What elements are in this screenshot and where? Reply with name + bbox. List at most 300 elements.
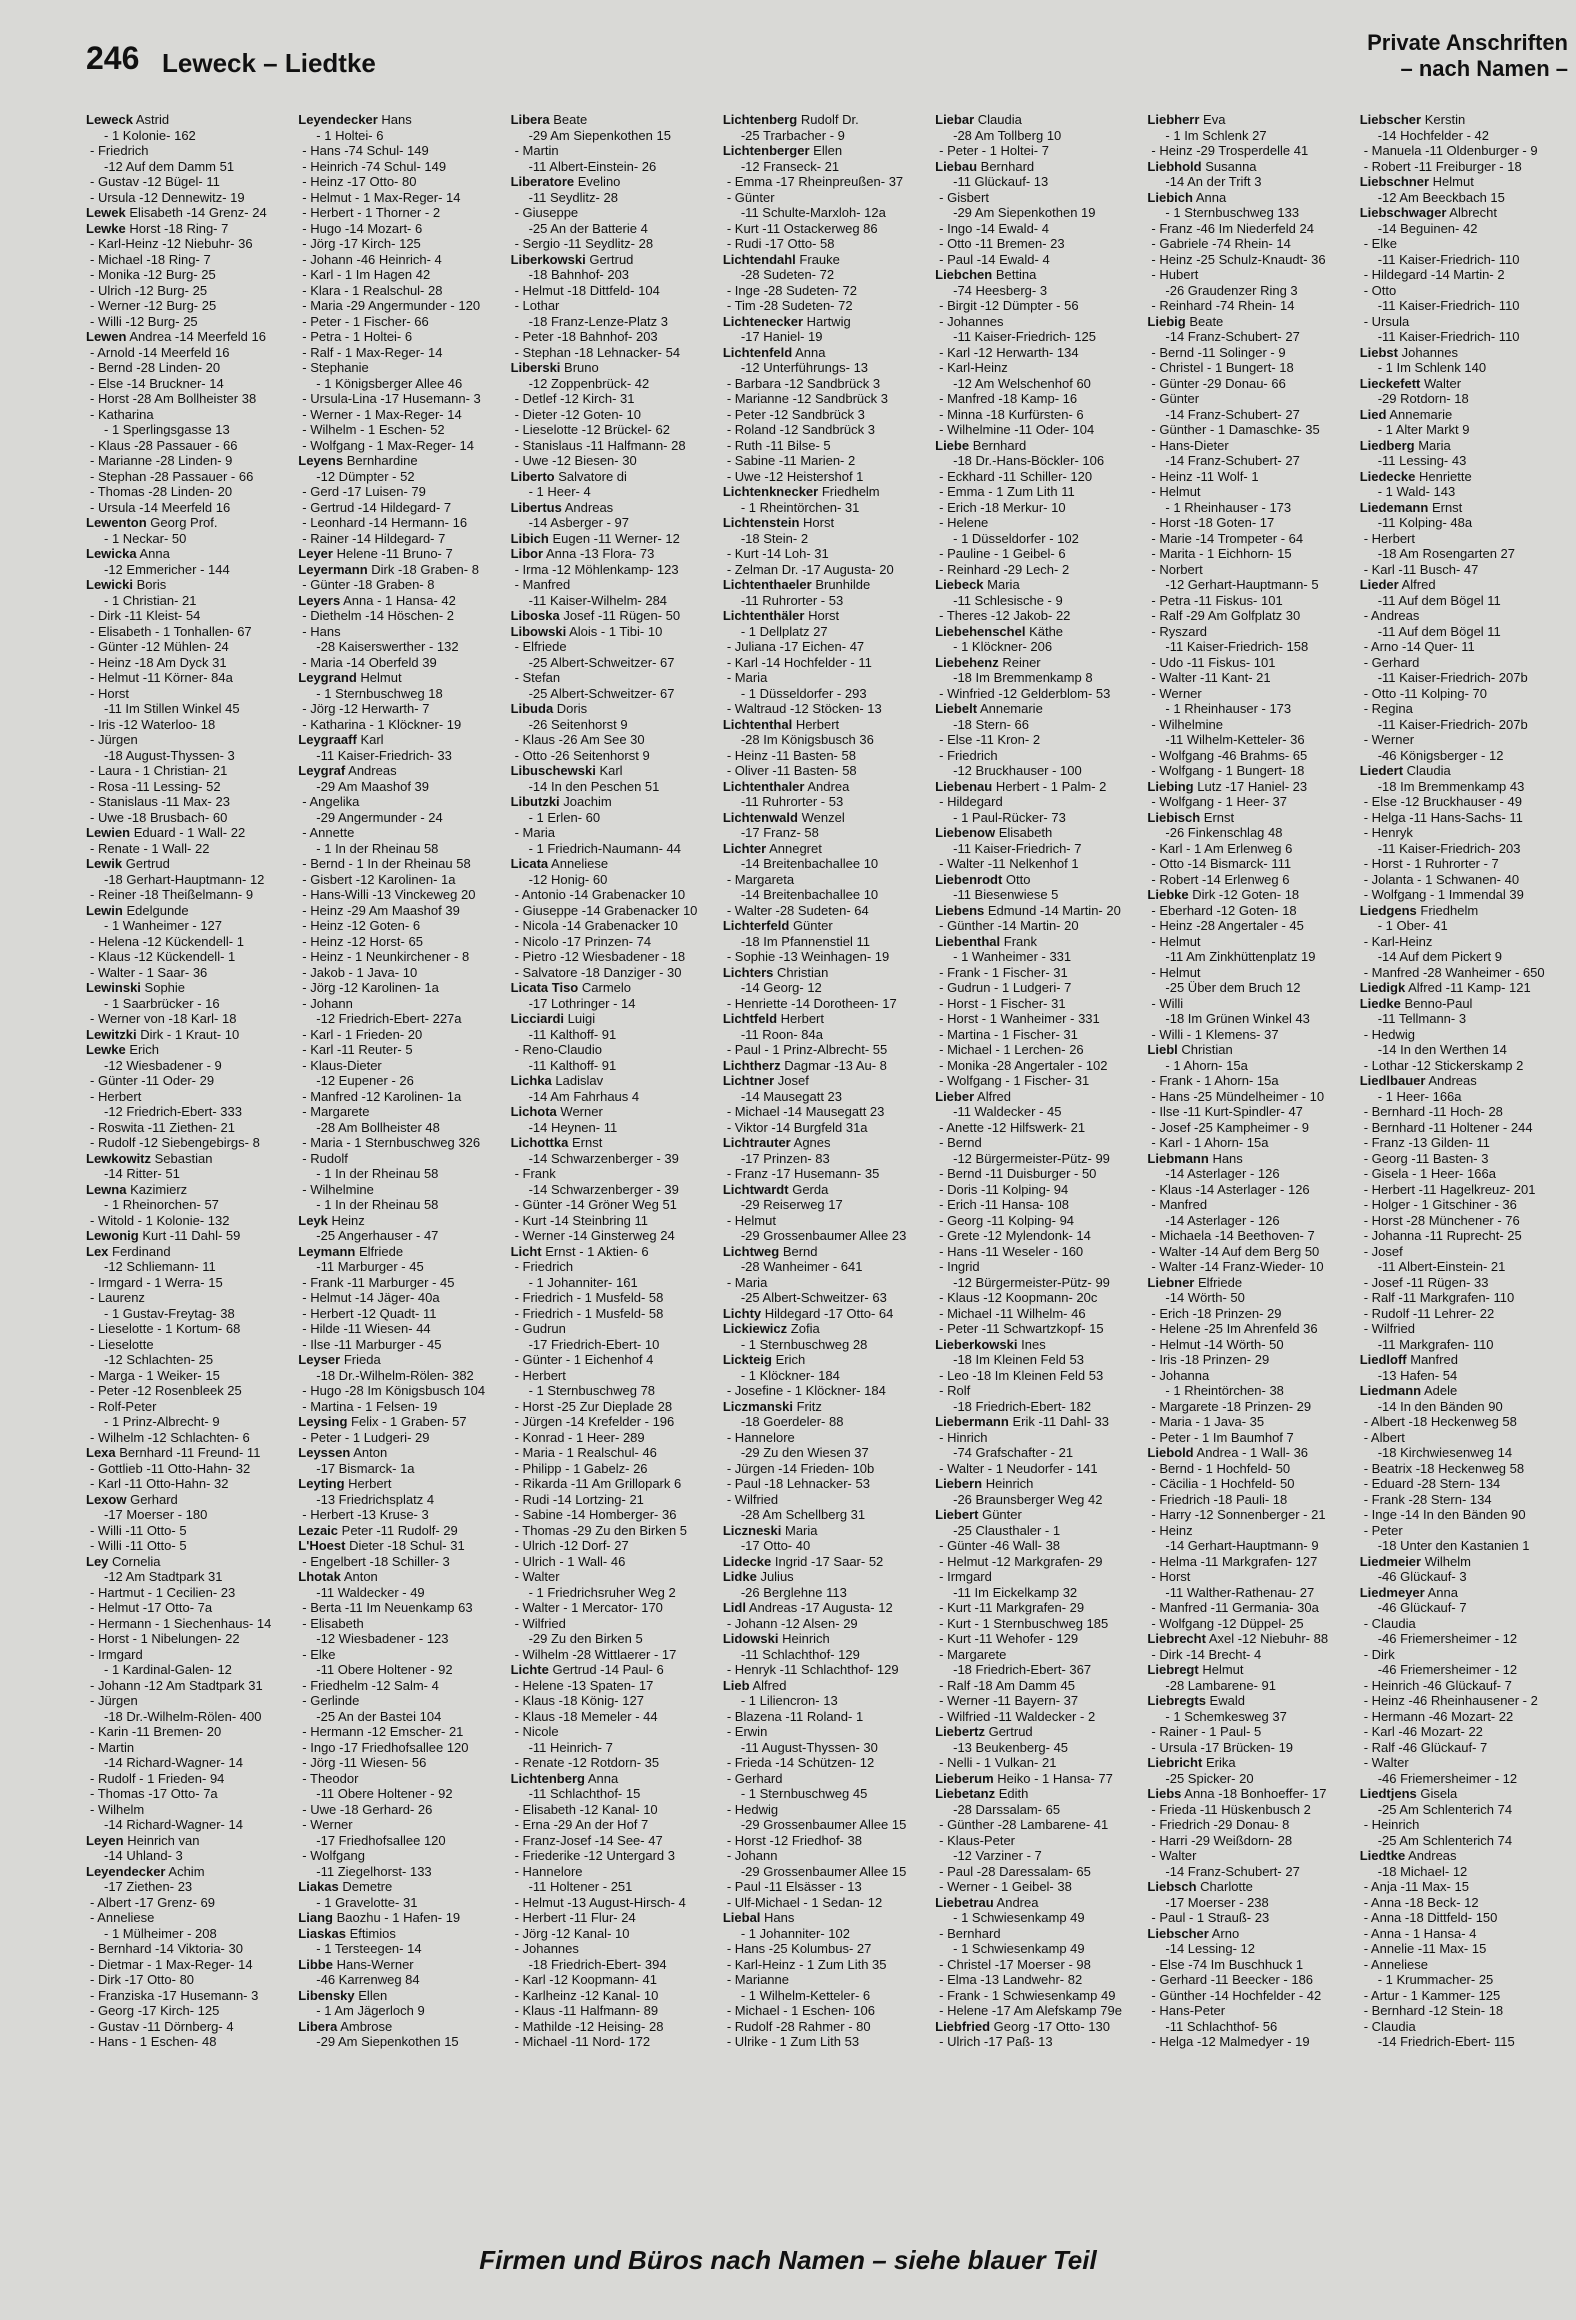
directory-entry — [511, 562, 717, 578]
surname: Lezaic — [298, 1522, 339, 1538]
entry-address: - 1 Schwiesenkamp 49 — [953, 1941, 1085, 1956]
directory-entry — [1147, 562, 1353, 578]
directory-entry — [511, 1089, 717, 1105]
directory-entry — [723, 376, 929, 392]
entry-address: - 1 Saarbrücker - 16 — [104, 995, 220, 1011]
directory-entry — [1147, 1678, 1353, 1694]
surname: Lichtherz — [722, 1057, 781, 1073]
directory-entry — [723, 1430, 929, 1446]
entry-detail: Arno — [1211, 1925, 1240, 1941]
directory-entry — [298, 128, 504, 144]
surname: Leygraf — [298, 763, 346, 778]
entry-detail: - Gertrud -14 Hildegard- 7 — [302, 500, 451, 515]
entry-detail: - Wolfgang -12 Düppel- 25 — [1151, 1616, 1303, 1631]
entry-address: -29 Grossenbaumer Allee 15 — [740, 1817, 907, 1832]
entry-address: -18 Dr.-Wilhelm-Rölen- 382 — [316, 1367, 474, 1383]
directory-entry — [298, 1972, 504, 1988]
entry-detail: Andreas -17 Augusta- 12 — [748, 1600, 893, 1615]
entry-detail: - Anneliese — [90, 1910, 154, 1925]
entry-detail: - Klaus -11 Halfmann- 89 — [515, 2003, 659, 2018]
entry-detail: - Wilfried — [727, 1492, 778, 1507]
entry-detail: - Karl -12 Herwarth- 134 — [939, 345, 1078, 360]
entry-detail: - Rudi -17 Otto- 58 — [727, 236, 835, 251]
directory-column — [723, 112, 929, 2227]
entry-detail: - Karl-Heinz - 1 Zum Lith 35 — [727, 1957, 887, 1972]
directory-entry — [86, 1957, 292, 1973]
entry-address: -18 Bahnhof- 203 — [528, 267, 630, 282]
entry-detail: - Horst — [90, 686, 129, 701]
directory-entry — [935, 128, 1141, 144]
directory-entry — [1147, 1430, 1353, 1446]
entry-address: - 1 Mülheimer - 208 — [104, 1925, 217, 1941]
directory-entry — [1147, 949, 1353, 965]
directory-entry — [723, 1740, 929, 1756]
directory-entry — [298, 1538, 504, 1554]
entry-detail: - Karl -11 Reuter- 5 — [302, 1042, 412, 1057]
directory-entry — [723, 763, 929, 779]
entry-address: -12 Am Stadtpark 31 — [104, 1569, 223, 1584]
directory-entry — [723, 221, 929, 237]
entry-address: -14 Richard-Wagner- 14 — [104, 1755, 243, 1770]
directory-entry — [1360, 1445, 1566, 1461]
directory-entry — [723, 1042, 929, 1058]
directory-entry — [935, 1492, 1141, 1508]
entry-detail: - Henryk — [1364, 825, 1413, 840]
entry-address: - 1 Johanniter- 161 — [528, 1274, 638, 1290]
entry-address: -46 Friemersheimer - 12 — [1377, 1770, 1518, 1786]
entry-address: - 1 Sternbuschweg 18 — [316, 685, 443, 701]
directory-entry — [511, 1678, 717, 1694]
directory-entry — [1147, 1879, 1353, 1895]
entry-detail: - Uwe -18 Gerhard- 26 — [302, 1802, 432, 1817]
directory-entry — [511, 934, 717, 950]
entry-address: -11 Kaiser-Friedrich- 110 — [1377, 251, 1520, 267]
entry-address: -12 Varziner - 7 — [953, 1848, 1042, 1863]
entry-detail: - Johanna -11 Ruprecht- 25 — [1364, 1228, 1522, 1243]
entry-detail: - Friedrich -18 Pauli- 18 — [1151, 1492, 1287, 1507]
entry-detail: - Dirk -11 Kleist- 54 — [90, 608, 200, 623]
directory-entry — [1147, 1755, 1353, 1771]
entry-detail: - Wolfgang - 1 Immendal 39 — [1364, 887, 1524, 902]
directory-entry — [935, 825, 1141, 841]
directory-entry — [1360, 1492, 1566, 1508]
entry-detail: Joachim — [563, 794, 612, 809]
directory-entry — [723, 143, 929, 159]
directory-entry — [511, 1135, 717, 1151]
entry-detail: Anneliese — [551, 856, 609, 871]
entry-detail: - Klaus -26 Am See 30 — [515, 732, 645, 747]
entry-detail: - Margarete -18 Prinzen- 29 — [1151, 1399, 1311, 1414]
directory-entry — [511, 624, 717, 640]
entry-address: - 1 Prinz-Albrecht- 9 — [104, 1414, 220, 1429]
surname: Liebern — [935, 1476, 983, 1491]
directory-entry — [511, 267, 717, 283]
directory-entry — [723, 1693, 929, 1709]
surname: Lichottka — [510, 1135, 569, 1150]
directory-entry — [935, 1306, 1141, 1322]
directory-entry — [298, 1182, 504, 1198]
entry-detail: - Paul - 1 Prinz-Albrecht- 55 — [727, 1042, 887, 1057]
entry-detail: - Rudolf — [302, 1151, 348, 1166]
directory-entry — [1360, 1771, 1566, 1787]
entry-address: -29 Am Siepenkothen 19 — [953, 205, 1096, 220]
entry-address: -14 Lessing- 12 — [1165, 1941, 1256, 1956]
entry-detail: - Reiner -18 Theißelmann- 9 — [90, 887, 253, 902]
directory-entry — [935, 1895, 1141, 1911]
entry-address: -11 Auf dem Bögel 11 — [1377, 592, 1501, 608]
directory-entry — [1147, 283, 1353, 299]
directory-entry — [935, 314, 1141, 330]
entry-detail: - Maria - 1 Realschul- 46 — [515, 1445, 657, 1460]
directory-entry — [1360, 1941, 1566, 1957]
entry-address: -14 Am Fahrhaus 4 — [528, 1088, 640, 1104]
entry-detail: - Pietro -12 Wiesbadener - 18 — [515, 949, 686, 964]
entry-detail: Ellen — [813, 143, 843, 158]
directory-entry — [1360, 670, 1566, 686]
directory-entry — [723, 1879, 929, 1895]
directory-entry — [298, 1027, 504, 1043]
directory-entry — [1147, 469, 1353, 485]
entry-detail: - Detlef -12 Kirch- 31 — [515, 391, 635, 406]
surname: Lexow — [86, 1491, 127, 1507]
surname: Lichte — [510, 1662, 549, 1677]
directory-entry — [511, 779, 717, 795]
directory-entry — [511, 1507, 717, 1523]
surname: Leweck — [86, 112, 133, 127]
entry-detail: - Anna -18 Dittfeld- 150 — [1364, 1910, 1498, 1925]
entry-address: -29 Angermunder - 24 — [316, 809, 443, 825]
entry-detail: - Helmut -14 Wörth- 50 — [1151, 1337, 1283, 1352]
directory-column — [298, 112, 504, 2227]
directory-entry — [86, 1244, 292, 1260]
entry-detail: - Waltraud -12 Stöcken- 13 — [727, 701, 882, 716]
directory-entry — [86, 872, 292, 888]
directory-entry — [1147, 1445, 1353, 1461]
directory-entry — [511, 810, 717, 826]
entry-detail: - Emma - 1 Zum Lith 11 — [939, 484, 1075, 499]
entry-detail: - Wolfgang - 1 Fischer- 31 — [939, 1073, 1089, 1088]
directory-entry — [723, 422, 929, 438]
directory-entry — [1147, 298, 1353, 314]
entry-detail: - Franziska -17 Husemann- 3 — [90, 1988, 258, 2003]
directory-entry — [723, 1833, 929, 1849]
directory-entry — [86, 763, 292, 779]
directory-entry — [723, 732, 929, 748]
directory-entry — [1360, 500, 1566, 516]
directory-entry — [935, 1073, 1141, 1089]
directory-entry — [511, 577, 717, 593]
directory-entry — [1147, 376, 1353, 392]
directory-entry — [723, 918, 929, 934]
entry-detail: - Hans — [302, 624, 340, 639]
directory-entry — [1147, 1647, 1353, 1663]
directory-entry — [1360, 1244, 1566, 1260]
entry-detail: - Uwe -12 Biesen- 30 — [515, 453, 637, 468]
directory-entry — [1147, 779, 1353, 795]
directory-entry — [86, 2019, 292, 2035]
entry-address: -18 Unter den Kastanien 1 — [1377, 1538, 1530, 1553]
entry-address: -17 Moerser - 180 — [104, 1507, 208, 1522]
directory-entry — [298, 639, 504, 655]
directory-entry — [298, 577, 504, 593]
entry-detail: - Helmut -17 Otto- 7a — [90, 1600, 212, 1615]
directory-entry — [1360, 717, 1566, 733]
surname: Liebelt — [935, 701, 978, 716]
entry-address: -14 Uhland- 3 — [104, 1848, 183, 1863]
directory-entry — [86, 608, 292, 624]
entry-detail: - Josef -11 Rügen- 33 — [1364, 1275, 1489, 1290]
directory-entry — [511, 1740, 717, 1756]
entry-detail: Karl — [360, 732, 384, 747]
surname: Leygraaff — [298, 732, 357, 747]
directory-entry — [935, 1771, 1141, 1787]
entry-address: - 1 Sperlingsgasse 13 — [104, 422, 230, 437]
directory-entry — [1147, 1538, 1353, 1554]
directory-entry — [86, 1554, 292, 1570]
entry-detail: - Inge -28 Sudeten- 72 — [727, 283, 857, 298]
directory-entry — [511, 1538, 717, 1554]
entry-detail: Maria — [987, 577, 1020, 592]
entry-address: -11 Kalthoff- 91 — [528, 1026, 617, 1042]
directory-entry — [511, 887, 717, 903]
directory-entry — [1147, 1771, 1353, 1787]
directory-entry — [935, 1972, 1141, 1988]
directory-entry — [935, 717, 1141, 733]
directory-entry — [86, 717, 292, 733]
directory-entry — [511, 1988, 717, 2004]
directory-entry — [298, 717, 504, 733]
directory-entry — [511, 314, 717, 330]
directory-entry — [723, 1585, 929, 1601]
directory-entry — [1147, 608, 1353, 624]
directory-entry — [1147, 267, 1353, 283]
entry-detail: - Norbert — [1151, 562, 1202, 577]
directory-entry — [86, 345, 292, 361]
directory-entry — [723, 856, 929, 872]
entry-detail: - Arnold -14 Meerfeld 16 — [90, 345, 229, 360]
directory-entry — [298, 407, 504, 423]
directory-entry — [511, 1647, 717, 1663]
entry-address: - 1 Alter Markt 9 — [1377, 422, 1470, 437]
entry-detail: - Günter -18 Graben- 8 — [302, 577, 434, 592]
directory-entry — [298, 469, 504, 485]
entry-detail: Dirk - 1 Kraut- 10 — [140, 1026, 240, 1042]
directory-entry — [1360, 1259, 1566, 1275]
directory-entry — [935, 1523, 1141, 1539]
directory-entry — [511, 345, 717, 361]
entry-detail: - Stephan -18 Lehnacker- 54 — [515, 345, 681, 360]
entry-detail: - Stefan — [515, 670, 561, 685]
surname: Lewik — [86, 856, 123, 871]
entry-address: - 1 Erlen- 60 — [528, 809, 601, 825]
directory-entry — [723, 469, 929, 485]
entry-address: -18 Stein- 2 — [740, 530, 809, 546]
entry-address: -14 In den Peschen 51 — [528, 778, 660, 794]
entry-detail: - Peter -11 Schwartzkopf- 15 — [939, 1321, 1104, 1336]
entry-detail: - Heinz -11 Basten- 58 — [727, 748, 856, 763]
surname: Liebold — [1147, 1445, 1194, 1460]
entry-detail: - Heinz -12 Horst- 65 — [302, 934, 423, 949]
entry-detail: - Maria - 1 Sternbuschweg 326 — [302, 1135, 480, 1150]
directory-entry — [298, 1321, 504, 1337]
directory-entry — [511, 1631, 717, 1647]
directory-entry — [86, 1817, 292, 1833]
entry-address: - 1 Holtei- 6 — [316, 127, 384, 143]
directory-entry — [723, 1306, 929, 1322]
entry-detail: - Maria - 1 Java- 35 — [1151, 1414, 1264, 1429]
directory-entry — [935, 1678, 1141, 1694]
directory-entry — [1147, 159, 1353, 175]
entry-address: - 1 Wilhelm-Ketteler- 6 — [740, 1987, 871, 2003]
directory-entry — [298, 1352, 504, 1368]
entry-address: -11 Schlachthof- 56 — [1165, 2018, 1278, 2034]
entry-detail: - Rudolf -12 Siebengebirgs- 8 — [90, 1135, 260, 1150]
entry-address: -12 Am Beeckbach 15 — [1377, 189, 1505, 205]
directory-entry — [511, 1523, 717, 1539]
directory-entry — [1147, 794, 1353, 810]
directory-entry — [86, 1275, 292, 1291]
entry-detail: - Klaus -12 Koopmann- 20c — [939, 1290, 1097, 1305]
entry-detail: - Bernd — [939, 1135, 982, 1150]
entry-detail: - Helmut -18 Dittfeld- 104 — [515, 283, 660, 298]
entry-detail: - Nicolo -17 Prinzen- 74 — [515, 934, 652, 949]
entry-detail: - Otto -11 Kolping- 70 — [1364, 686, 1487, 701]
page-header — [86, 30, 1568, 100]
directory-entry — [511, 221, 717, 237]
entry-detail: Annemarie — [1389, 406, 1453, 422]
directory-entry — [935, 1709, 1141, 1725]
directory-entry — [723, 593, 929, 609]
entry-detail: - Anja -11 Max- 15 — [1364, 1879, 1469, 1894]
directory-entry — [298, 1600, 504, 1616]
directory-entry — [298, 143, 504, 159]
entry-detail: - Artur - 1 Kammer- 125 — [1364, 1988, 1501, 2003]
entry-address: -12 Franseck- 21 — [740, 158, 840, 174]
directory-entry — [935, 1910, 1141, 1926]
surname: Liebau — [935, 158, 978, 174]
directory-entry — [86, 298, 292, 314]
entry-detail: Dieter -18 Schul- 31 — [349, 1538, 465, 1553]
entry-detail: - Josefine - 1 Klöckner- 184 — [727, 1383, 886, 1398]
surname: Lieberum — [935, 1770, 994, 1786]
directory-entry — [298, 1213, 504, 1229]
entry-detail: - Günter — [1151, 391, 1199, 406]
directory-entry — [723, 391, 929, 407]
surname: Liberkowski — [510, 251, 586, 267]
entry-detail: - Reno-Claudio — [515, 1042, 602, 1057]
entry-address: -12 Zoppenbrück- 42 — [528, 375, 650, 391]
entry-detail: - Else -11 Kron- 2 — [939, 732, 1040, 747]
directory-entry — [1147, 500, 1353, 516]
entry-detail: Hildegard -17 Otto- 64 — [764, 1305, 894, 1321]
directory-entry — [935, 779, 1141, 795]
entry-address: -29 Zu den Birken 5 — [528, 1631, 643, 1646]
entry-address: -14 Asterlager - 126 — [1165, 1212, 1280, 1228]
directory-entry — [86, 701, 292, 717]
directory-entry — [1360, 887, 1566, 903]
directory-entry — [935, 1957, 1141, 1973]
directory-entry — [1147, 934, 1353, 950]
entry-detail: - Bernhard — [939, 1926, 1000, 1941]
surname: Leygrand — [298, 670, 357, 685]
entry-address: -11 Auf dem Bögel 11 — [1377, 623, 1501, 639]
entry-detail: Felix - 1 Graben- 57 — [351, 1414, 467, 1429]
entry-address: -14 Wörth- 50 — [1165, 1290, 1245, 1305]
directory-entry — [723, 236, 929, 252]
entry-detail: - Heinz — [1151, 1523, 1192, 1538]
directory-entry — [723, 1337, 929, 1353]
directory-entry — [723, 608, 929, 624]
entry-detail: - Heinz - 1 Neunkirchener - 8 — [302, 949, 469, 964]
directory-entry — [935, 841, 1141, 857]
entry-detail: Frank — [1003, 933, 1037, 949]
entry-detail: - Friedrich - 1 Musfeld- 58 — [515, 1306, 664, 1321]
directory-entry — [1147, 593, 1353, 609]
surname: Lewenton — [86, 515, 147, 530]
directory-entry — [935, 794, 1141, 810]
directory-entry — [723, 1538, 929, 1554]
entry-detail: - Regina — [1364, 701, 1413, 716]
entry-detail: - Philipp - 1 Gabelz- 26 — [515, 1461, 648, 1476]
directory-entry — [935, 1616, 1141, 1632]
directory-column — [935, 112, 1141, 2227]
entry-detail: - Ralf - 1 Max-Reger- 14 — [302, 345, 442, 360]
directory-entry — [86, 841, 292, 857]
directory-entry — [935, 2034, 1141, 2050]
directory-entry — [86, 2034, 292, 2050]
directory-entry — [723, 903, 929, 919]
entry-detail: Adele — [1424, 1383, 1458, 1398]
surname: Leymann — [298, 1243, 356, 1259]
entry-detail: - Wilhelmine — [1151, 717, 1223, 732]
entry-address: -12 Bürgermeister-Pütz- 99 — [953, 1150, 1110, 1166]
entry-detail: - Lothar -12 Stickerskamp 2 — [1364, 1058, 1524, 1073]
entry-address: -12 Friedrich-Ebert- 227a — [316, 1011, 462, 1026]
entry-address: -14 Georg- 12 — [740, 980, 822, 995]
entry-detail: - Karl -46 Mozart- 22 — [1364, 1724, 1483, 1739]
entry-detail: Ernst — [1431, 499, 1463, 515]
entry-address: -29 Zu den Wiesen 37 — [740, 1445, 869, 1460]
surname: Liboska — [510, 608, 560, 623]
entry-detail: - Wilhelm — [90, 1802, 144, 1817]
entry-detail: - Johann -46 Heinrich- 4 — [302, 252, 441, 267]
entry-detail: - Ryszard — [1151, 624, 1207, 639]
entry-detail: - Heinz -18 Am Dyck 31 — [90, 655, 227, 670]
directory-entry — [935, 686, 1141, 702]
directory-entry — [86, 174, 292, 190]
entry-detail: - Hedwig — [1364, 1027, 1415, 1042]
surname: Liebchen — [935, 267, 993, 282]
entry-address: -12 Dümpter - 52 — [316, 468, 415, 484]
directory-entry — [723, 1197, 929, 1213]
directory-entry — [86, 1414, 292, 1430]
directory-entry — [298, 670, 504, 686]
directory-entry — [86, 112, 292, 128]
directory-entry — [511, 856, 717, 872]
directory-entry — [1147, 1461, 1353, 1477]
surname: Libich — [510, 530, 549, 546]
directory-entry — [935, 1166, 1141, 1182]
directory-entry — [723, 1399, 929, 1415]
entry-detail: - Irma -12 Möhlenkamp- 123 — [515, 562, 679, 577]
directory-entry — [1147, 1926, 1353, 1942]
directory-entry — [86, 1755, 292, 1771]
surname: Lewkowitz — [86, 1150, 152, 1166]
directory-entry — [723, 810, 929, 826]
directory-entry — [723, 1213, 929, 1229]
directory-entry — [511, 1864, 717, 1880]
entry-detail: - Rosa -11 Lessing- 52 — [90, 779, 221, 794]
